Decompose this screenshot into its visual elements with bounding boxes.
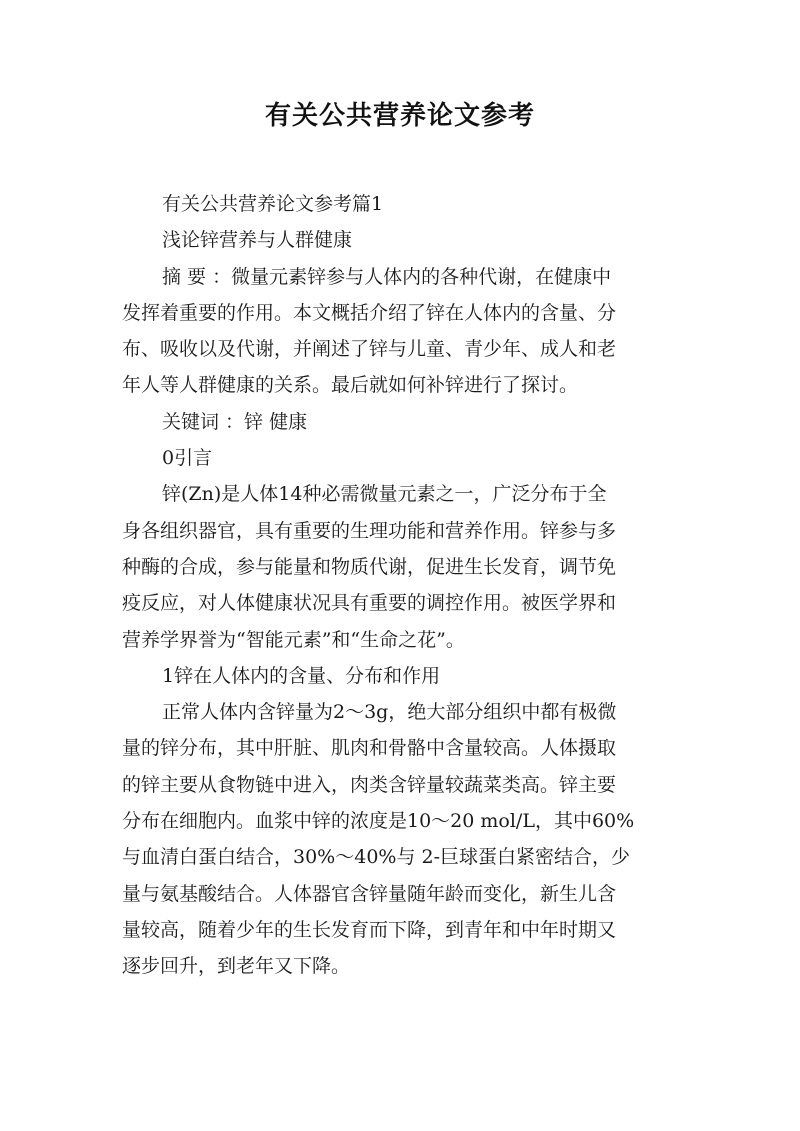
keywords-line: 关键词 ：锌 健康 bbox=[162, 410, 308, 433]
paragraph-line: 锌(Zn)是人体14种必需微量元素之一，广泛分布于全 bbox=[162, 483, 607, 506]
article-title: 浅论锌营养与人群健康 bbox=[162, 229, 353, 252]
abstract-line: 摘 要 ：微量元素锌参与人体内的各种代谢，在健康中 bbox=[162, 265, 612, 288]
paragraph-line: 的锌主要从食物链中进入，肉类含锌量较蔬菜类高。锌主要 bbox=[122, 773, 617, 796]
paragraph-line: 疫反应，对人体健康状况具有重要的调控作用。被医学界和 bbox=[122, 592, 617, 615]
abstract-line: 年人等人群健康的关系。最后就如何补锌进行了探讨。 bbox=[122, 374, 579, 397]
section-heading: 有关公共营养论文参考篇1 bbox=[162, 193, 384, 215]
paragraph-line: 量与氨基酸结合。人体器官含锌量随年龄而变化，新生儿含 bbox=[122, 882, 617, 905]
document-title: 有关公共营养论文参考 bbox=[264, 101, 535, 131]
paragraph-line: 营养学界誉为“智能元素”和“生命之花”。 bbox=[122, 628, 465, 651]
paragraph-line: 量的锌分布，其中肝脏、肌肉和骨骼中含量较高。人体摄取 bbox=[122, 737, 617, 760]
abstract-line: 布、吸收以及代谢，并阐述了锌与儿童、青少年、成人和老 bbox=[122, 338, 617, 361]
paragraph-line: 逐步回升，到老年又下降。 bbox=[122, 955, 351, 978]
paragraph-line: 与血清白蛋白结合，30%～40%与 2-巨球蛋白紧密结合，少 bbox=[122, 846, 631, 869]
introduction-heading: 0引言 bbox=[162, 447, 213, 470]
paragraph-line: 正常人体内含锌量为2～3g，绝大部分组织中都有极微 bbox=[162, 701, 617, 724]
document-body bbox=[122, 186, 682, 985]
section-1-heading: 1锌在人体内的含量、分布和作用 bbox=[162, 664, 441, 687]
paragraph-line: 量较高，随着少年的生长发育而下降，到青年和中年时期又 bbox=[122, 918, 617, 941]
paragraph-line: 种酶的合成，参与能量和物质代谢，促进生长发育，调节免 bbox=[122, 555, 617, 578]
paragraph-line: 分布在细胞内。血浆中锌的浓度是10～20 mol/L，其中60% bbox=[122, 810, 635, 833]
paragraph-line: 身各组织器官，具有重要的生理功能和营养作用。锌参与多 bbox=[122, 519, 617, 542]
abstract-line: 发挥着重要的作用。本文概括介绍了锌在人体内的含量、分 bbox=[122, 301, 617, 324]
